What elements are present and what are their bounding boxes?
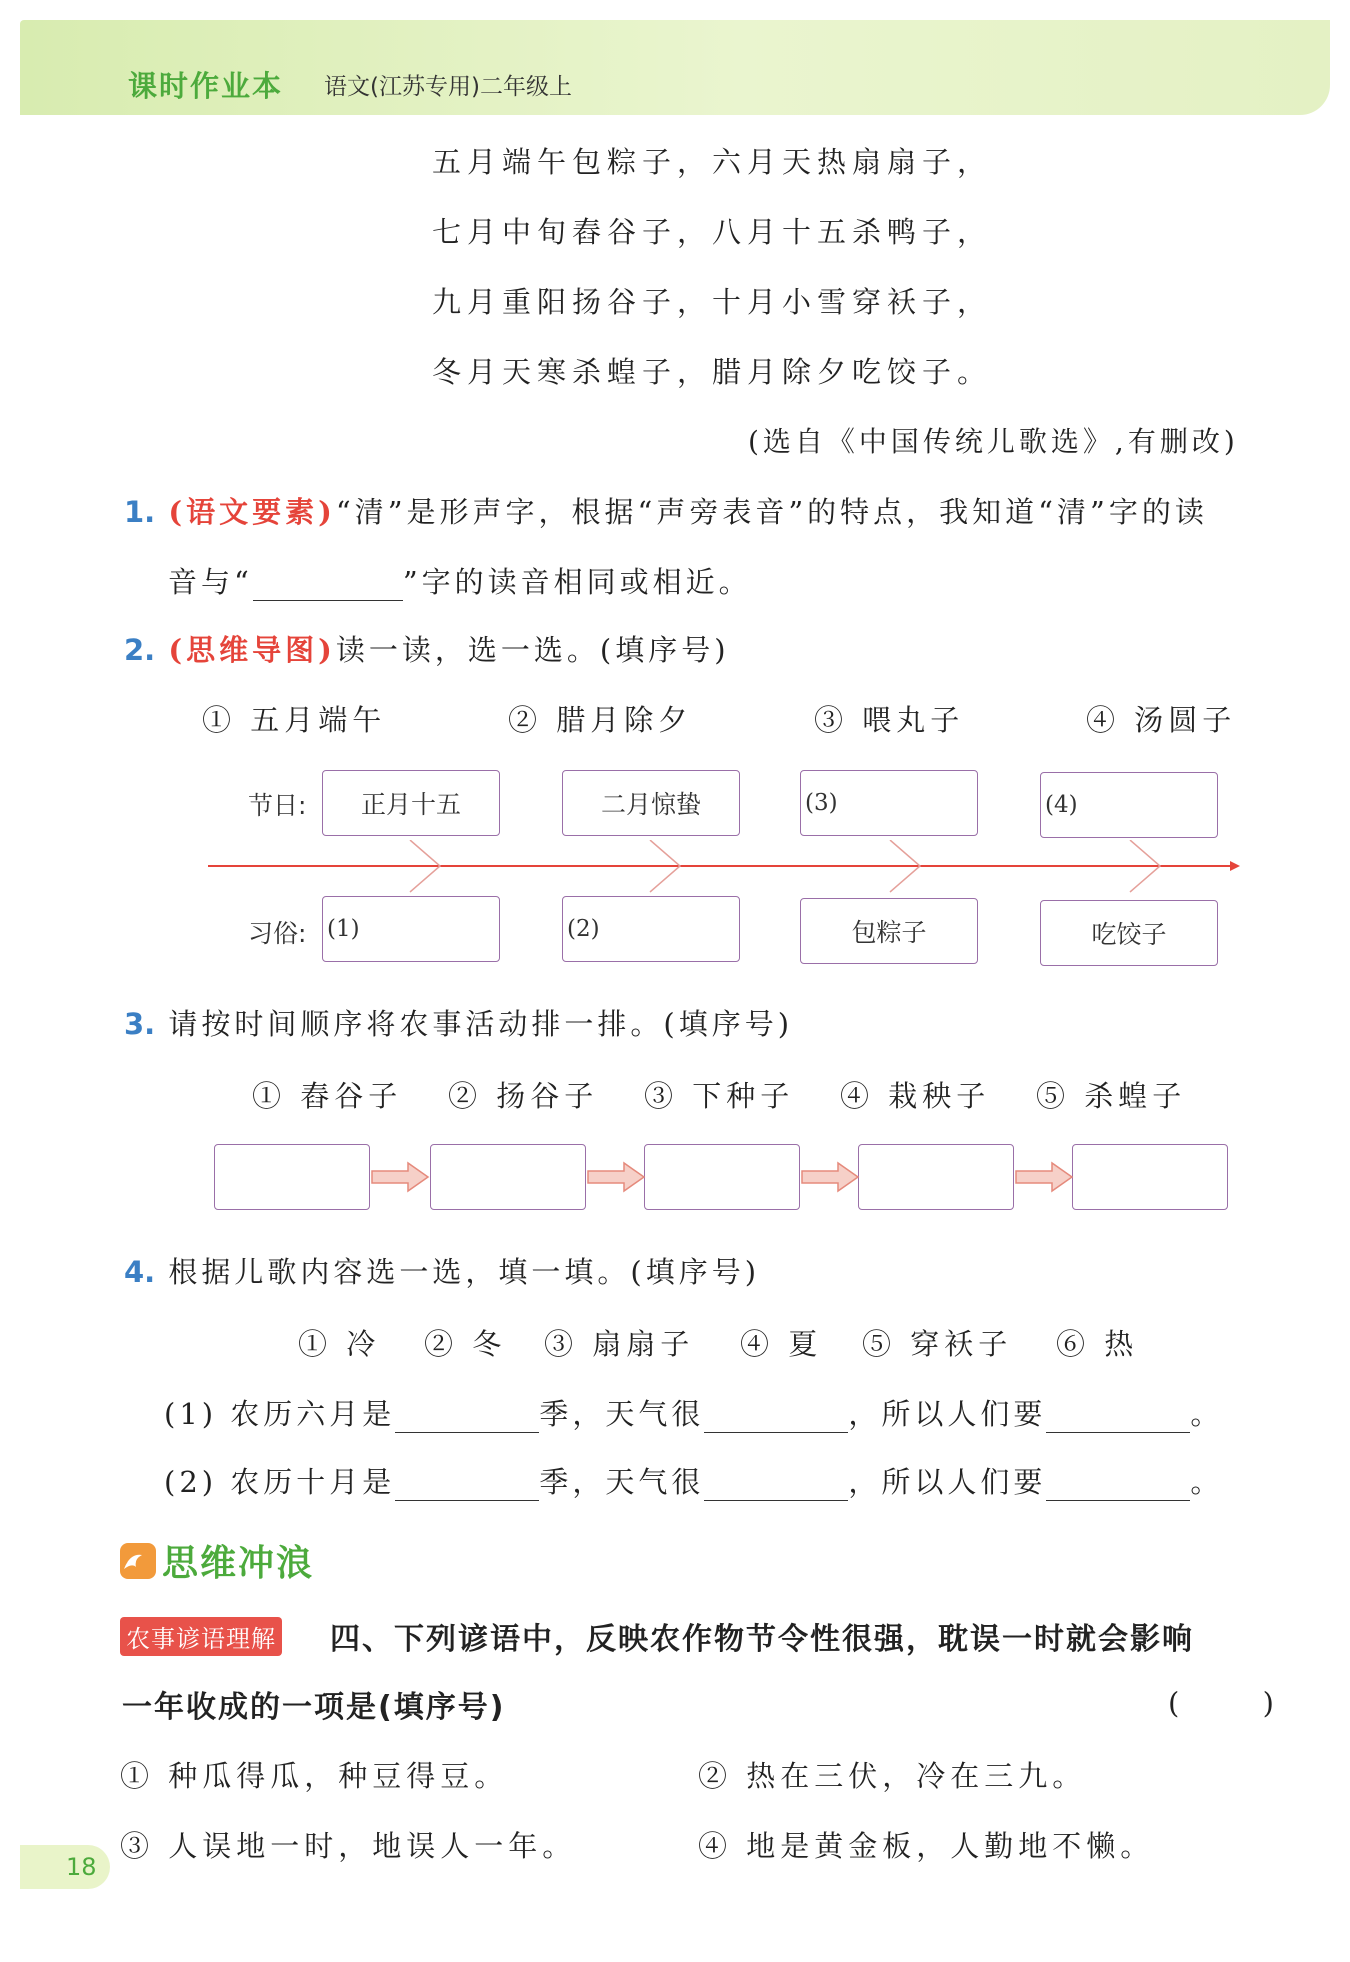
answer-blank[interactable] — [395, 1402, 539, 1433]
sequence-answer-box[interactable] — [858, 1144, 1014, 1210]
festival-row-label: 节日: — [248, 791, 307, 820]
option-item: ③ 人误地一时，地误人一年。 — [120, 1829, 577, 1863]
timeline-arrow — [200, 840, 1250, 900]
answer-blank[interactable] — [253, 570, 403, 601]
answer-blank[interactable] — [704, 1402, 848, 1433]
question-text: 请按时间顺序将农事活动排一排。(填序号) — [168, 1007, 794, 1041]
page-number: 18 — [20, 1845, 110, 1889]
sequence-answer-box[interactable] — [430, 1144, 586, 1210]
poem-line: 九月重阳扬谷子，十月小雪穿袄子， — [432, 285, 993, 319]
question-number: 1. — [124, 495, 156, 529]
custom-box: 吃饺子 — [1040, 900, 1218, 966]
answer-blank[interactable] — [395, 1470, 539, 1501]
wave-icon — [120, 1543, 156, 1579]
sequence-answer-box[interactable] — [214, 1144, 370, 1210]
custom-box: 包粽子 — [800, 898, 978, 964]
question-text: ”字的读音相同或相近。 — [402, 565, 752, 599]
option-item: ④ 汤圆子 — [1086, 703, 1237, 737]
option-item: ① 五月端午 — [202, 703, 387, 737]
option-item: ③ 下种子 — [644, 1079, 795, 1113]
arrow-right-icon — [800, 1160, 860, 1194]
sequence-answer-box[interactable] — [644, 1144, 800, 1210]
question-number: 3. — [124, 1007, 156, 1041]
option-item: ④ 夏 — [740, 1327, 823, 1361]
custom-answer-box[interactable]: (2) — [562, 896, 740, 962]
option-item: ⑥ 热 — [1056, 1327, 1139, 1361]
section-heading — [120, 1535, 314, 1586]
sequence-answer-box[interactable] — [1072, 1144, 1228, 1210]
question-text: 音与“ — [168, 565, 253, 599]
poem-line: 七月中旬舂谷子，八月十五杀鸭子， — [432, 215, 993, 249]
festival-box: 二月惊蛰 — [562, 770, 740, 836]
arrow-right-icon — [586, 1160, 646, 1194]
poem-source: (选自《中国传统儿歌选》,有删改) — [748, 425, 1239, 458]
option-item: ③ 喂丸子 — [814, 703, 965, 737]
poem-line: 冬月天寒杀蝗子，腊月除夕吃饺子。 — [432, 355, 993, 389]
option-item: ② 热在三伏，冷在三九。 — [698, 1759, 1087, 1793]
custom-answer-box[interactable]: (1) — [322, 896, 500, 962]
option-item: ④ 栽秧子 — [840, 1079, 991, 1113]
fill-sentence-2: (2) 农历十月是 季，天气很 ，所以人们要 。 — [164, 1465, 1224, 1499]
question-tag: (思维导图) — [168, 633, 336, 667]
option-item: ② 冬 — [424, 1327, 507, 1361]
question-text: 根据儿歌内容选一选，填一填。(填序号) — [168, 1255, 761, 1289]
question-category-badge: 农事谚语理解 — [120, 1617, 282, 1656]
answer-paren[interactable]: ( ) — [1168, 1686, 1278, 1720]
arrow-right-icon — [370, 1160, 430, 1194]
question-text: 读一读，选一选。(填序号) — [335, 633, 730, 667]
festival-answer-box[interactable]: (4) — [1040, 772, 1218, 838]
question-3 — [124, 1002, 793, 1043]
fill-sentence-1: (1) 农历六月是 季，天气很 ，所以人们要 。 — [164, 1397, 1224, 1431]
arrow-right-icon — [1014, 1160, 1074, 1194]
option-item: ② 扬谷子 — [448, 1079, 599, 1113]
question-number: 4. — [124, 1255, 156, 1289]
option-item: ⑤ 穿袄子 — [862, 1327, 1013, 1361]
answer-blank[interactable] — [1046, 1470, 1190, 1501]
question-text: 四、下列谚语中，反映农作物节令性很强，耽误一时就会影响 — [330, 1622, 1194, 1657]
subject-title: 语文(江苏专用)二年级上 — [324, 74, 572, 100]
option-item: ① 舂谷子 — [252, 1079, 403, 1113]
question-text: “清”是形声字，根据“声旁表音”的特点，我知道“清”字的读 — [335, 495, 1208, 529]
brand-title: 课时作业本 — [128, 69, 284, 103]
festival-box: 正月十五 — [322, 770, 500, 836]
section-title: 思维冲浪 — [162, 1543, 315, 1584]
question-text: 一年收成的一项是(填序号) — [122, 1690, 506, 1725]
option-item: ④ 地是黄金板，人勤地不懒。 — [698, 1829, 1155, 1863]
question-4 — [124, 1250, 760, 1291]
answer-blank[interactable] — [1046, 1402, 1190, 1433]
question-2 — [124, 628, 730, 669]
poem-line: 五月端午包粽子，六月天热扇扇子， — [432, 145, 993, 179]
option-item: ② 腊月除夕 — [508, 703, 693, 737]
custom-row-label: 习俗: — [248, 919, 307, 948]
festival-answer-box[interactable]: (3) — [800, 770, 978, 836]
question-number: 2. — [124, 633, 156, 667]
question-tag: (语文要素) — [168, 495, 336, 529]
option-item: ① 种瓜得瓜，种豆得豆。 — [120, 1759, 509, 1793]
answer-blank[interactable] — [704, 1470, 848, 1501]
option-item: ⑤ 杀蝗子 — [1036, 1079, 1187, 1113]
option-item: ③ 扇扇子 — [544, 1327, 695, 1361]
question-1-line2 — [168, 560, 752, 601]
question-1 — [124, 490, 1208, 531]
option-item: ① 冷 — [298, 1327, 381, 1361]
